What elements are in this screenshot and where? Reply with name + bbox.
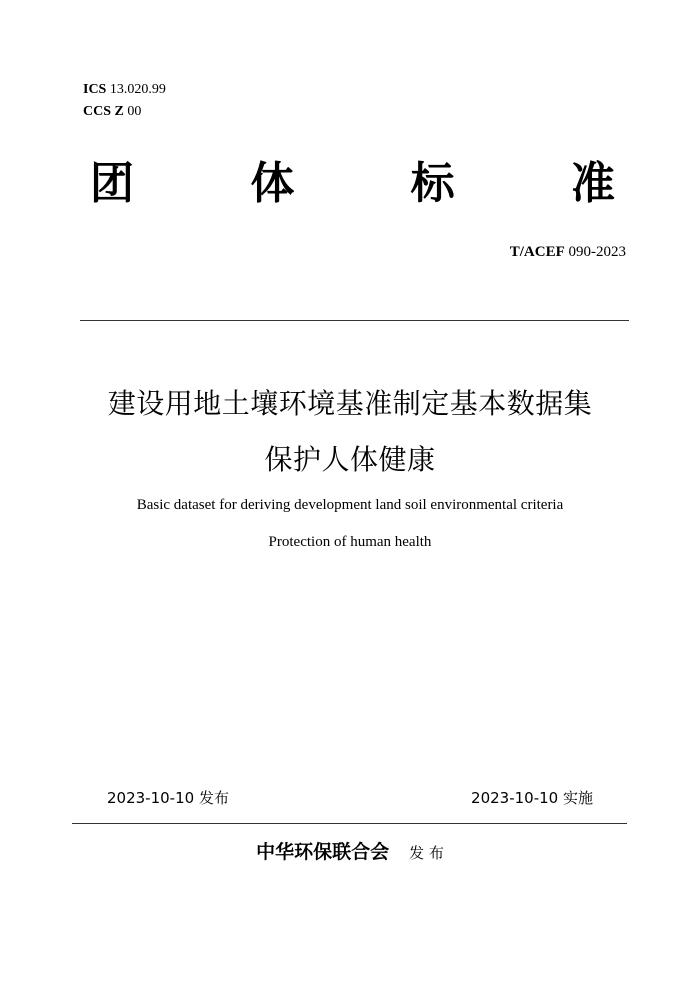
standard-type-char: 团	[90, 158, 134, 209]
publisher-action: 发 布	[409, 844, 444, 862]
ics-code	[83, 81, 166, 99]
ics-value: 13.020.99	[106, 82, 166, 97]
chinese-title-line-2: 保护人体健康	[264, 443, 436, 476]
standard-code-prefix: T/ACEF	[509, 244, 565, 260]
english-title-line-2: Protection of human health	[268, 534, 432, 550]
ics-label: ICS	[83, 82, 107, 97]
publish-date: 2023-10-10 发布	[107, 789, 229, 807]
publisher-org: 中华环保联合会	[256, 841, 390, 863]
ccs-label: CCS Z	[83, 104, 124, 119]
ccs-code	[83, 103, 141, 121]
bottom-divider	[72, 823, 627, 824]
chinese-title-line-1: 建设用地土壤环境基准制定基本数据集	[107, 387, 593, 420]
standard-type-heading	[90, 158, 615, 210]
standard-type-char: 标	[410, 158, 455, 209]
implement-date: 2023-10-10 实施	[471, 789, 593, 807]
top-divider	[80, 320, 629, 321]
standard-code-number: 090-2023	[564, 244, 626, 260]
publisher-line	[0, 840, 700, 865]
ccs-value: 00	[123, 104, 142, 119]
english-title-line-1: Basic dataset for deriving development land soil environmental criteria	[136, 497, 564, 513]
standard-type-char: 准	[570, 158, 615, 209]
standard-type-char: 体	[250, 158, 295, 209]
standard-code	[510, 243, 626, 261]
